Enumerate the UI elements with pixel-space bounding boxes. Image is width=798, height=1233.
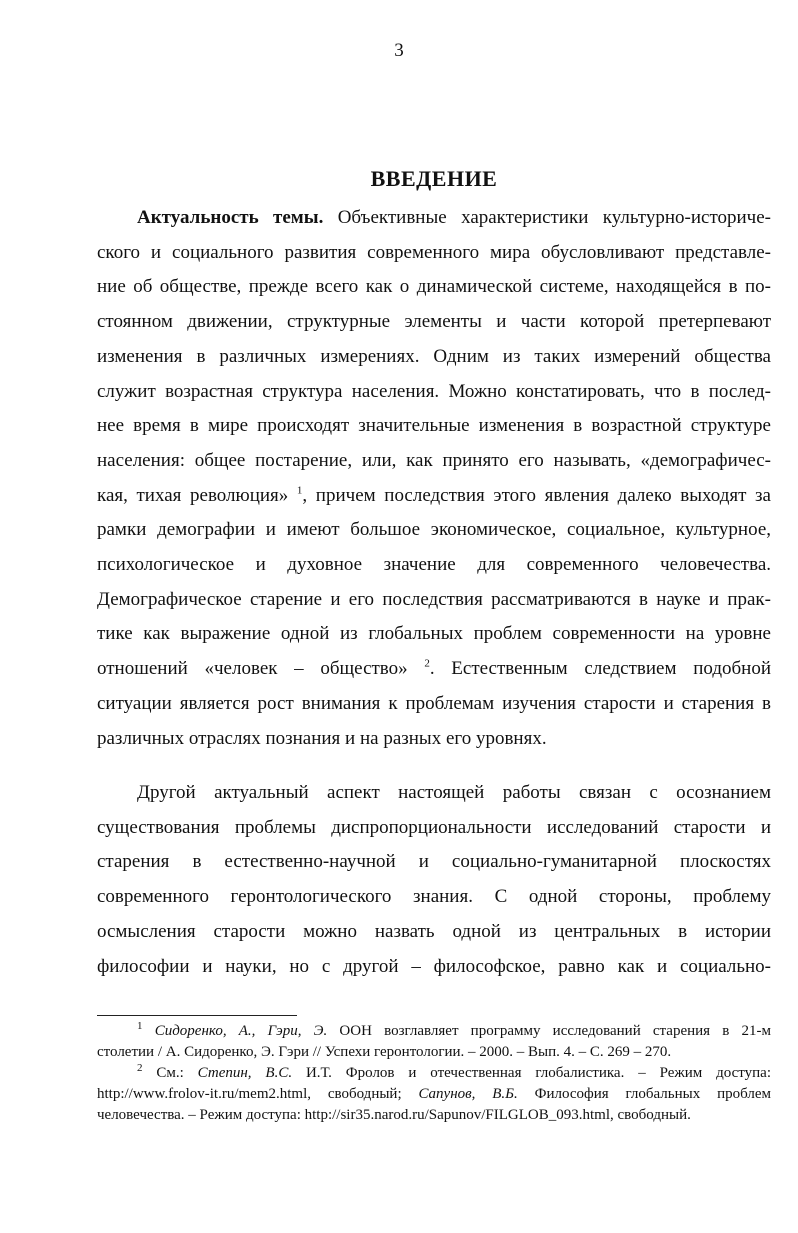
text-line: рамки демографии и имеют большое экономическое, социальное, культурное, — [97, 519, 771, 541]
text-span: . Естественным следствием подобной — [429, 658, 771, 680]
text-span: Объективные характеристики культурно-историче- — [323, 207, 771, 228]
footnote-mark: 2 — [137, 1062, 143, 1074]
relevance-lead: Актуальность темы. — [137, 207, 324, 228]
text-span: ООН возглавляет программу исследований старения в 21-м — [327, 1023, 771, 1039]
text-line: нее время в мире происходят значительные изменения в возрастной структуре — [97, 415, 771, 437]
text-line — [97, 1021, 771, 1042]
text-line: осмысления старости можно назвать одной из центральных в истории — [97, 920, 771, 942]
footnotes — [97, 1021, 771, 1126]
text-line: тике как выражение одной из глобальных проблем современности на уровне — [97, 623, 771, 645]
text-line: философии и науки, но с другой – философское, равно как и социально- — [97, 955, 771, 977]
text-line: Демографическое старение и его последствия рассматриваются в науке и прак- — [97, 588, 771, 610]
text-line: населения: общее постарение, или, как принято его называть, «демографичес- — [97, 449, 771, 471]
text-line: столетии / А. Сидоренко, Э. Гэри // Успехи геронтологии. – 2000. – Вып. 4. – С. 269 – 270. — [97, 1044, 672, 1060]
text-line: изменения в различных измерениях. Одним из таких измерений общества — [97, 345, 771, 367]
paragraph-relevance — [97, 201, 771, 756]
page-title: ВВЕДЕНИЕ — [370, 166, 498, 191]
text-line: ние об обществе, прежде всего как о динамической системе, находящейся в по- — [97, 276, 771, 298]
footnote-1 — [97, 1021, 771, 1063]
text-line: Другой актуальный аспект настоящей работы связан с осознанием — [137, 782, 771, 803]
footnote-mark: 1 — [137, 1020, 143, 1032]
text-line: ского и социального развития современного мира обусловливают представле- — [97, 241, 771, 263]
text-span: И.Т. Фролов и отечественная глобалистика. – Режим доступа: — [292, 1065, 771, 1081]
footnote-ref-1[interactable]: 1 — [296, 484, 303, 497]
text-line: ситуации является рост внимания к проблемам изучения старости и старения в — [97, 692, 771, 714]
text-span: Философия глобальных проблем — [517, 1086, 771, 1102]
footnote-ref-2[interactable]: 2 — [424, 657, 430, 670]
footnote-author: Сапунов, В.Б. — [418, 1086, 518, 1102]
text-line: служит возрастная структура населения. Можно констатировать, что в послед- — [97, 380, 771, 402]
text-line: человечества. – Режим доступа: http://sir35.narod.ru/Sapunov/FILGLOB_093.html, свободный. — [97, 1107, 691, 1123]
page-number: 3 — [394, 40, 404, 61]
text-line — [97, 201, 771, 236]
text-line: различных отраслях познания и на разных его уровнях. — [97, 727, 547, 749]
text-line: психологическое и духовное значение для современного человечества. — [97, 554, 771, 576]
text-line: старения в естественно-научной и социально-гуманитарной плоскостях — [97, 851, 771, 873]
text-span: , причем последствия этого явления далеко выходят за — [302, 484, 771, 506]
paragraph-aspect — [97, 776, 771, 984]
text-span: отношений «человек – общество» — [97, 658, 425, 680]
footnote-link[interactable]: http://www.frolov-it.ru/mem2.html, свободный; — [97, 1086, 419, 1102]
text-line: стоянном движении, структурные элементы и части которой претерпевают — [97, 311, 771, 333]
text-line — [97, 652, 771, 687]
text-line — [97, 1063, 771, 1084]
text-span: См.: — [142, 1065, 198, 1081]
text-span: кая, тихая революция» — [97, 484, 297, 506]
text-line — [97, 479, 771, 514]
text-line: существования проблемы диспропорциональности исследований старости и — [97, 816, 771, 838]
footnote-author: Степин, В.С. — [197, 1065, 293, 1081]
text-line — [97, 1084, 771, 1105]
text-line: современного геронтологического знания. С одной стороны, проблему — [97, 886, 771, 908]
footnote-2 — [97, 1063, 771, 1126]
footnote-authors: Сидоренко, А., Гэри, Э. — [154, 1023, 328, 1039]
footnote-separator — [97, 1015, 297, 1016]
